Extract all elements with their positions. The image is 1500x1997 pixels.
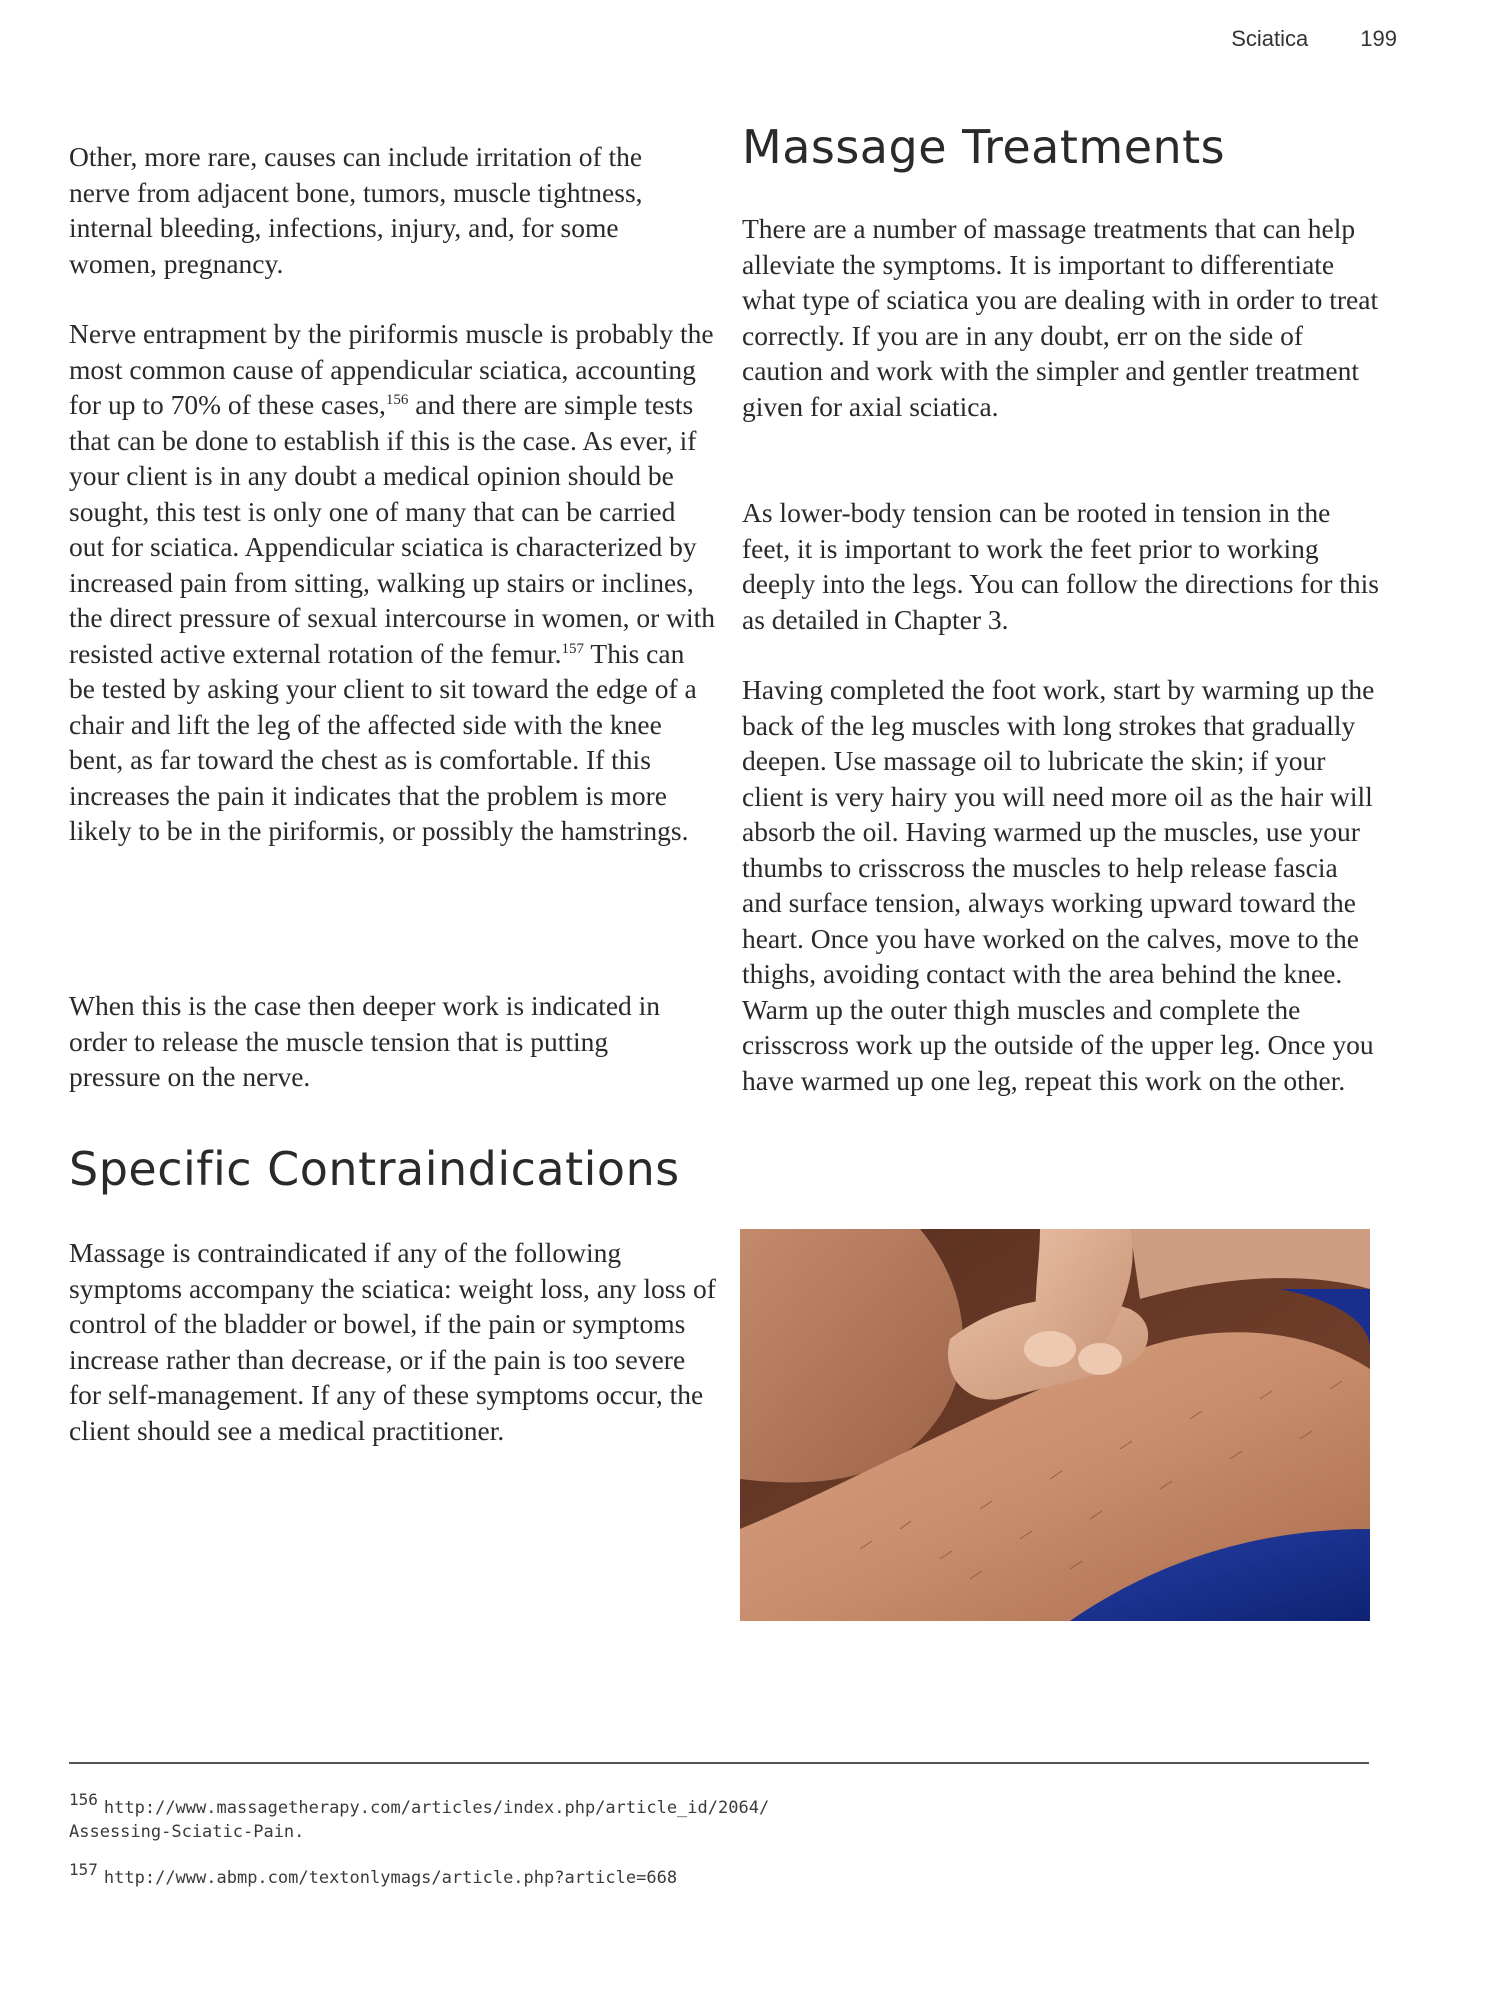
footnote-ref: 157 <box>561 640 585 657</box>
footnote-url[interactable]: http://www.abmp.com/textonlymags/article.php?article=668 <box>103 1868 678 1888</box>
paragraph-deeper-work: When this is the case then deeper work is indicated in order to release the muscle tension that is putting pressure on the nerve. <box>69 990 661 1092</box>
paragraph-text: This can be tested by asking your client to sit toward the edge of a chair and lift the leg of the affected side with the knee bent, as far toward the chest as is comfortable. If this increases the pain it indicates that the problem is more likely to be in the piriformis, or possibly the hamstrings. <box>69 637 697 846</box>
footnote-divider <box>69 1762 1369 1764</box>
heading-massage-treatments: Massage Treatments <box>742 120 1226 174</box>
footnote-157 <box>69 1858 677 1890</box>
paragraph-contraindications: Massage is contraindicated if any of the following symptoms accompany the sciatica: weight loss, any loss of control of the bladder or bowel, if the pain or symptoms increase rather than decrease, or if the pain is too severe for self-management. If any of these symptoms occur, the client should see a medical practitioner. <box>69 1237 716 1446</box>
paragraph-nerve-entrapment <box>69 316 717 849</box>
paragraph-text: and there are simple tests that can be done to establish if this is the case. As ever, if your client is in any doubt a medical opinion should be sought, this test is only one of many that can be carried out for sciatica. Appendicular sciatica is characterized by increased pain from sitting, walking up stairs or inclines, the direct pressure of sexual intercourse in women, or with resisted active external rotation of the femur. <box>69 389 716 669</box>
paragraph-treatments-intro: There are a number of massage treatments that can help alleviate the symptoms. It is important to differentiate what type of sciatica you are dealing with in order to treat correctly. If you are in any doubt, err on the side of caution and work with the simpler and gentler treatment given for axial sciatica. <box>742 213 1379 422</box>
page-number: 199 <box>1360 26 1397 51</box>
paragraph-technique: Having completed the foot work, start by warming up the back of the leg muscles with long strokes that gradually deepen. Use massage oil to lubricate the skin; if your client is very hairy you will need more oil as the hair will absorb the oil. Having warmed up the muscles, use your thumbs to crisscross the muscles to help release fascia and surface tension, always working upward toward the heart. Once you have worked on the calves, move to the thighs, avoiding contact with the area behind the knee. Warm up the outer thigh muscles and complete the crisscross work up the outside of the upper leg. Once you have warmed up one leg, repeat this work on the other. <box>742 674 1375 1096</box>
footnote-number: 156 <box>69 1790 98 1809</box>
paragraph-causes: Other, more rare, causes can include irritation of the nerve from adjacent bone, tumors, muscle tightness, internal bleeding, infections, injury, and, for some women, pregnancy. <box>69 141 643 279</box>
paragraph-feet: As lower-body tension can be rooted in tension in the feet, it is important to work the feet prior to working deeply into the legs. You can follow the directions for this as detailed in Chapter 3. <box>742 497 1379 635</box>
heading-specific-contraindications: Specific Contraindications <box>69 1142 680 1196</box>
massage-photo <box>740 1229 1370 1621</box>
section-title: Sciatica <box>1231 26 1309 51</box>
footnote-url-continued[interactable]: Assessing-Sciatic-Pain. <box>69 1822 305 1842</box>
footnote-number: 157 <box>69 1860 98 1879</box>
footnote-url[interactable]: http://www.massagetherapy.com/articles/index.php/article_id/2064/ <box>103 1798 770 1818</box>
footnote-156 <box>69 1788 769 1844</box>
running-header <box>1231 26 1397 52</box>
paragraph-text: Nerve entrapment by the piriformis muscle is probably the most common cause of appendicular sciatica, accounting for up to 70% of these cases, <box>69 318 714 420</box>
footnote-ref: 156 <box>385 391 409 408</box>
